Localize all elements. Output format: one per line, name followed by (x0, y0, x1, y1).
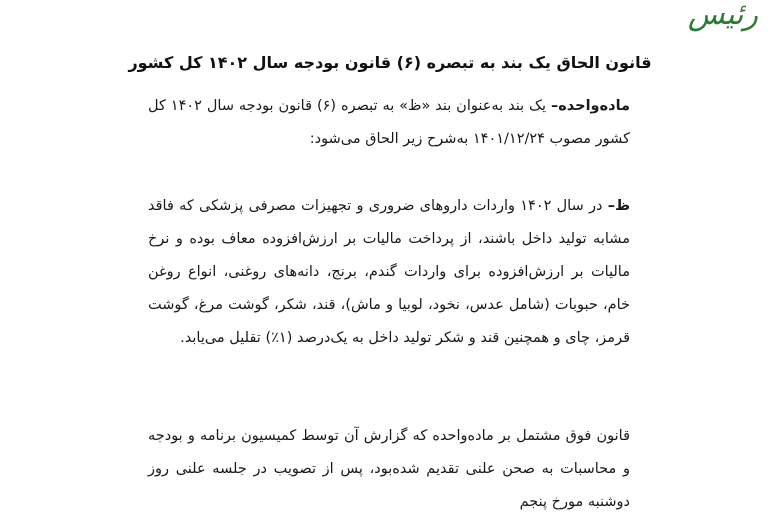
clause-lead: ظ– (607, 198, 630, 214)
clause-text: در سال ۱۴۰۲ واردات داروهای ضروری و تجهیزات مصرفی پزشکی که فاقد مشابه تولید داخل باشند، از پرداخت مالیات بر ارزش‌افزوده معاف بوده و نرخ مالیات بر ارزش‌افزوده برای واردات گندم، برنج، دانه‌های روغنی، انواع روغن خام، حبوبات (شامل عدس، نخود، لوبیا و ماش)، قند، شکر، گوشت مرغ، گوشت قرمز، چای و همچنین قند و شکر تولید داخل به یک‌درصد (۱٪) تقلیل می‌یابد. (148, 198, 630, 346)
article-lead: ماده‌واحده– (550, 98, 630, 114)
closing-paragraph: قانون فوق مشتمل بر ماده‌واحده که گزارش آن توسط کمیسیون برنامه و بودجه و محاسبات به صحن علنی تقدیم شده‌بود، پس از تصویب در جلسه علنی روز دوشنبه مورخ پنجم (148, 428, 630, 510)
clause-paragraph (148, 190, 630, 355)
article-paragraph (148, 90, 630, 156)
article-text: یک بند به‌عنوان بند «ظ» به تبصره (۶) قانون بودجه سال ۱۴۰۲ کل کشور مصوب ۱۴۰۱/۱۲/۲۴ به‌شرح زیر الحاق می‌شود: (148, 98, 630, 147)
document-title: قانون الحاق یک بند به تبصره (۶) قانون بودجه سال ۱۴۰۲ کل کشور (128, 53, 652, 72)
corner-signature-mark: رئیس (687, 0, 758, 32)
